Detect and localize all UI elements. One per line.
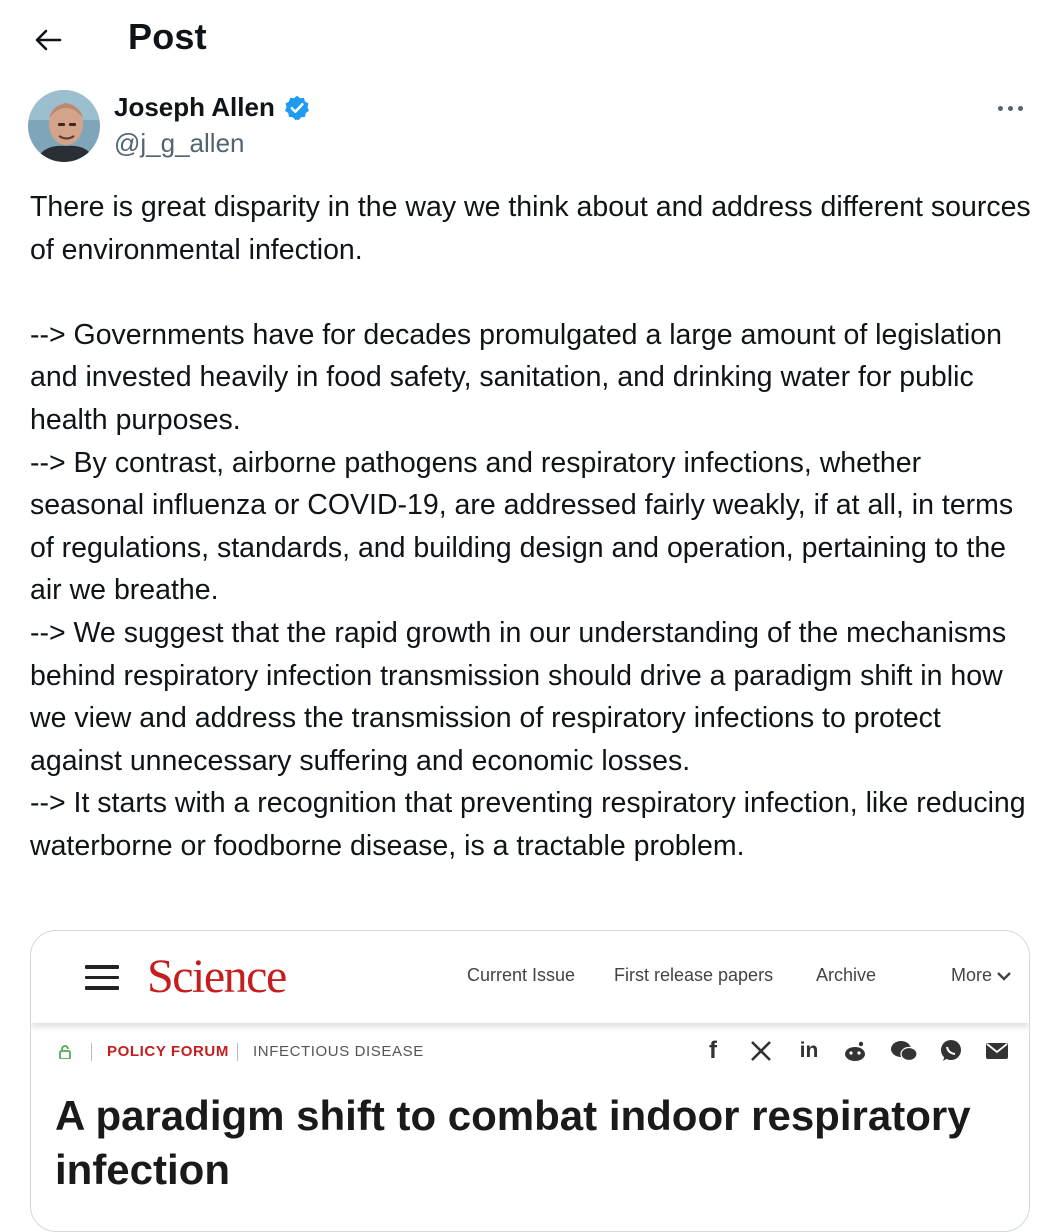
tweet-paragraph: --> By contrast, airborne pathogens and respiratory infections, whether seasonal influenza or COVID-19, are addressed fairly weakly, if at all, in terms of regulations, standards, and building design and operation, pertaining to the air we breathe. [30, 446, 1014, 607]
open-lock-icon [59, 1045, 71, 1059]
tweet-paragraph: --> Governments have for decades promulgated a large amount of legislation and invested heavily in food safety, sanitation, and drinking water for public health purposes. [30, 318, 1002, 436]
chevron-down-icon [996, 970, 1012, 982]
topic-label: INFECTIOUS DISEASE [253, 1043, 424, 1060]
menu-icon [85, 965, 119, 991]
back-button[interactable] [28, 20, 68, 60]
paragraph-gap [30, 271, 1034, 314]
link-card[interactable] [30, 930, 1030, 1232]
email-icon[interactable] [983, 1037, 1011, 1065]
section-label: POLICY FORUM [107, 1043, 229, 1060]
more-options-button[interactable] [992, 96, 1028, 120]
nav-archive: Archive [816, 965, 877, 985]
top-bar [0, 0, 1064, 80]
nav-current-issue: Current Issue [467, 965, 576, 985]
article-meta [31, 1031, 1029, 1071]
tweet-paragraph: --> We suggest that the rapid growth in our understanding of the mechanisms behind respiratory infection transmission should drive a paradigm shift in how we view and address the transmission of respiratory infections to protect against unnecessary suffering and economic losses. [30, 616, 1007, 777]
divider [237, 1043, 238, 1061]
tweet-paragraph: --> It starts with a recognition that preventing respiratory infection, like reducing waterborne or foodborne disease, is a tractable problem. [30, 787, 1026, 862]
reddit-icon[interactable] [841, 1037, 869, 1065]
nav-more: More [951, 965, 1012, 986]
tweet-paragraph: There is great disparity in the way we think about and address different sources of environmental infection. [30, 191, 1031, 266]
wechat-icon[interactable] [889, 1037, 919, 1065]
science-logo: Science [147, 950, 286, 1003]
nav-first-release: First release papers [614, 965, 774, 985]
linkedin-icon[interactable]: in [799, 1039, 819, 1062]
author-row [28, 90, 1038, 166]
arrow-left-icon [34, 28, 62, 52]
verified-badge-icon [283, 94, 311, 122]
x-icon[interactable] [747, 1037, 775, 1065]
tweet-text [30, 186, 1034, 868]
ellipsis-icon [998, 106, 1003, 111]
science-header [31, 931, 1029, 1023]
divider [91, 1043, 92, 1061]
avatar[interactable] [28, 90, 100, 162]
author-name[interactable]: Joseph Allen [114, 92, 311, 123]
whatsapp-icon[interactable] [937, 1037, 965, 1065]
article-headline: A paradigm shift to combat indoor respiratory infection [55, 1092, 971, 1193]
author-handle[interactable]: @j_g_allen [114, 128, 245, 158]
page-title: Post [128, 16, 207, 57]
facebook-icon[interactable]: f [709, 1037, 717, 1064]
